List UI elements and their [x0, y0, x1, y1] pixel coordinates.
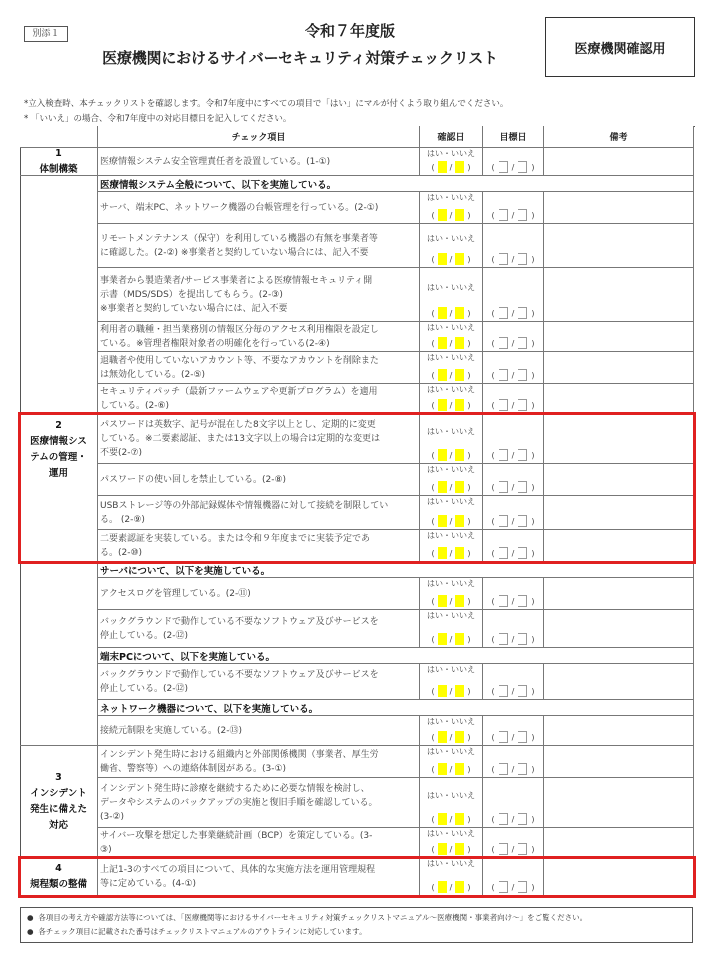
header-item: チェック項目 — [98, 126, 420, 148]
target-date-input[interactable]: ( / ) — [491, 844, 535, 854]
yes-no-choice[interactable]: はい・いいえ — [427, 859, 475, 868]
remarks-cell[interactable] — [544, 778, 694, 828]
category-number: 3 — [55, 771, 62, 783]
confirm-date-input[interactable]: ( / ) — [431, 516, 471, 526]
confirm-date-input[interactable]: ( / ) — [431, 882, 471, 892]
month-field[interactable] — [438, 633, 447, 645]
target-date-input[interactable]: ( / ) — [491, 686, 535, 696]
confirm-date-input[interactable]: ( / ) — [431, 450, 471, 460]
yes-no-choice[interactable]: はい・いいえ — [427, 791, 475, 800]
category-cell — [20, 148, 98, 176]
month-field[interactable] — [499, 731, 508, 743]
check-item-text: 利用者の職種・担当業務別の情報区分毎のアクセス利用権限を設定し ている。※管理者権限対象者の明確化を行っている(2-④) — [100, 324, 379, 349]
confirm-date-input[interactable]: ( / ) — [431, 210, 471, 220]
header-confirm: 確認日 — [420, 126, 483, 148]
month-field[interactable] — [499, 209, 508, 221]
day-field[interactable] — [518, 763, 527, 775]
month-field[interactable] — [438, 843, 447, 855]
check-item-text: サーバ、端末PC、ネットワーク機器の台帳管理を行っている。(2-①) — [100, 202, 379, 213]
category-number: 1 — [55, 148, 62, 159]
month-field[interactable] — [438, 307, 447, 319]
section-header: 端末PCについて、以下を実施している。 — [98, 648, 694, 664]
day-field[interactable] — [455, 685, 464, 697]
header-remarks: 備考 — [544, 126, 694, 148]
target-date-input[interactable]: ( / ) — [491, 308, 535, 318]
remarks-cell[interactable] — [544, 384, 694, 414]
day-field[interactable] — [518, 813, 527, 825]
note-2: * 「いいえ」の場合、令和7年度中の対応目標日を記入してください。 — [24, 114, 292, 124]
day-field[interactable] — [518, 843, 527, 855]
yes-no-choice[interactable]: はい・いいえ — [427, 234, 475, 243]
month-field[interactable] — [438, 399, 447, 411]
yes-no-choice[interactable]: はい・いいえ — [427, 531, 475, 540]
category-label — [39, 148, 77, 176]
day-field[interactable] — [518, 633, 527, 645]
day-field[interactable] — [455, 595, 464, 607]
target-date-input[interactable]: ( / ) — [491, 254, 535, 264]
target-date-input[interactable]: ( / ) — [491, 162, 535, 172]
footer-note-2: ● 各チェック項目に記載された番号はチェックリストマニュアルのアウトラインに対応しています。 — [27, 927, 367, 936]
day-field[interactable] — [518, 399, 527, 411]
day-field[interactable] — [518, 369, 527, 381]
target-date-input[interactable]: ( / ) — [491, 482, 535, 492]
day-field[interactable] — [455, 843, 464, 855]
remarks-cell[interactable] — [544, 148, 694, 176]
yes-no-choice[interactable]: はい・いいえ — [427, 465, 475, 474]
month-field[interactable] — [499, 595, 508, 607]
yes-no-choice[interactable]: はい・いいえ — [427, 427, 475, 436]
target-cell[interactable] — [483, 352, 544, 384]
yes-no-choice[interactable]: はい・いいえ — [427, 385, 475, 394]
yes-no-choice[interactable]: はい・いいえ — [427, 829, 475, 838]
check-item-text: バックグラウンドで動作している不要なソフトウェア及びサービスを 停止している。(2-⑫) — [100, 616, 379, 641]
category-name: 体制構築 — [39, 163, 78, 175]
confirm-cell[interactable] — [420, 664, 483, 700]
yes-no-choice[interactable]: はい・いいえ — [427, 611, 475, 620]
remarks-cell[interactable] — [544, 828, 694, 858]
check-item-text: 医療情報システム安全管理責任者を設置している。(1-①) — [100, 156, 331, 167]
confirm-cell[interactable] — [420, 828, 483, 858]
confirm-cell[interactable] — [420, 578, 483, 610]
month-field[interactable] — [499, 369, 508, 381]
confirm-date-input[interactable]: ( / ) — [431, 162, 471, 172]
remarks-cell[interactable] — [544, 746, 694, 778]
category-name: 規程類の整備 — [29, 878, 87, 890]
day-field[interactable] — [455, 369, 464, 381]
target-date-input[interactable]: ( / ) — [491, 732, 535, 742]
day-field[interactable] — [455, 253, 464, 265]
confirm-cell[interactable] — [420, 322, 483, 352]
check-item-text: 接続元制限を実施している。(2-⑬) — [100, 725, 242, 736]
confirm-date-input[interactable]: ( / ) — [431, 732, 471, 742]
yes-no-choice[interactable]: はい・いいえ — [427, 747, 475, 756]
confirm-date-input[interactable]: ( / ) — [431, 482, 471, 492]
check-item — [98, 384, 420, 414]
month-field[interactable] — [499, 253, 508, 265]
confirm-cell[interactable] — [420, 192, 483, 224]
confirm-date-input[interactable]: ( / ) — [431, 548, 471, 558]
check-item — [98, 268, 420, 322]
day-field[interactable] — [455, 307, 464, 319]
target-cell[interactable] — [483, 828, 544, 858]
target-cell[interactable] — [483, 578, 544, 610]
category-number: 2 — [55, 420, 62, 431]
month-field[interactable] — [499, 813, 508, 825]
target-date-input[interactable]: ( / ) — [491, 400, 535, 410]
confirm-cell[interactable] — [420, 716, 483, 746]
footer-note-1: ● 各項目の考え方や確認方法等については、「医療機関等におけるサイバーセキュリティ対策チェックリストマニュアル～医療機関・事業者向け～」をご覧ください。 — [27, 913, 588, 922]
target-date-input[interactable]: ( / ) — [491, 634, 535, 644]
check-item — [98, 224, 420, 268]
check-item — [98, 352, 420, 384]
category-number: 4 — [55, 862, 62, 874]
day-field[interactable] — [518, 253, 527, 265]
target-cell[interactable] — [483, 778, 544, 828]
target-cell[interactable] — [483, 192, 544, 224]
check-item-text: リモートメンテナンス（保守）を利用している機器の有無を事業者等 に確認した。(2-②) ※事業者と契約していない場合には、記入不要 — [100, 233, 378, 258]
day-field[interactable] — [518, 307, 527, 319]
header-blank — [20, 126, 98, 148]
month-field[interactable] — [438, 813, 447, 825]
remarks-cell[interactable] — [544, 716, 694, 746]
check-item — [98, 746, 420, 778]
check-item — [98, 716, 420, 746]
target-cell[interactable] — [483, 224, 544, 268]
remarks-cell[interactable] — [544, 664, 694, 700]
yes-no-choice[interactable]: はい・いいえ — [427, 665, 475, 674]
day-field[interactable] — [518, 337, 527, 349]
check-item-text: 二要素認証を実装している。または令和９年度までに実装予定であ る。(2-⑩) — [100, 533, 371, 558]
check-item-text: インシデント発生時に診療を継続するために必要な情報を検討し、 データやシステムのバックアップの実施と復旧手順を確認している。 (3-②) — [100, 783, 378, 822]
target-cell[interactable] — [483, 148, 544, 176]
check-item — [98, 148, 420, 176]
confirm-date-input[interactable]: ( / ) — [431, 764, 471, 774]
section-header: ネットワーク機器について、以下を実施している。 — [98, 700, 694, 716]
day-field[interactable] — [518, 209, 527, 221]
section-header: 医療情報システム全般について、以下を実施している。 — [98, 176, 694, 192]
confirm-date-input[interactable]: ( / ) — [431, 814, 471, 824]
confirm-date-input[interactable]: ( / ) — [431, 686, 471, 696]
confirm-cell[interactable] — [420, 778, 483, 828]
confirm-date-input[interactable]: ( / ) — [431, 844, 471, 854]
confirm-cell[interactable] — [420, 352, 483, 384]
day-field[interactable] — [518, 685, 527, 697]
check-item-text: 上記1-3のすべての項目について、具体的な実施方法を運用管理規程 等に定めている。(4-①) — [100, 864, 376, 889]
target-date-input[interactable]: ( / ) — [491, 814, 535, 824]
check-item-text: バックグラウンドで動作している不要なソフトウェア及びサービスを 停止している。(2-⑫) — [100, 669, 379, 694]
target-date-input[interactable]: ( / ) — [491, 764, 535, 774]
check-item — [98, 778, 420, 828]
confirm-cell[interactable] — [420, 268, 483, 322]
remarks-cell[interactable] — [544, 352, 694, 384]
day-field[interactable] — [455, 209, 464, 221]
attachment-label: 別添１ — [24, 26, 68, 42]
check-item-text: サイバー攻撃を想定した事業継続計画（BCP）を策定している。(3- ③) — [100, 830, 373, 855]
check-item — [98, 192, 420, 224]
target-date-input[interactable]: ( / ) — [491, 548, 535, 558]
confirm-cell[interactable] — [420, 224, 483, 268]
confirm-cell[interactable] — [420, 148, 483, 176]
target-cell[interactable] — [483, 746, 544, 778]
month-field[interactable] — [438, 337, 447, 349]
day-field[interactable] — [518, 595, 527, 607]
category-label — [30, 770, 87, 834]
yes-no-choice[interactable]: はい・いいえ — [427, 193, 475, 202]
month-field[interactable] — [438, 685, 447, 697]
day-field[interactable] — [455, 633, 464, 645]
target-date-input[interactable]: ( / ) — [491, 210, 535, 220]
header-target: 目標日 — [483, 126, 544, 148]
remarks-cell[interactable] — [544, 610, 694, 648]
category-name: インシデント 発生に備えた 対応 — [29, 787, 87, 831]
target-cell[interactable] — [483, 268, 544, 322]
target-cell[interactable] — [483, 384, 544, 414]
target-date-input[interactable]: ( / ) — [491, 596, 535, 606]
yes-no-choice[interactable]: はい・いいえ — [427, 497, 475, 506]
month-field[interactable] — [438, 253, 447, 265]
day-field[interactable] — [455, 731, 464, 743]
yes-no-choice[interactable]: はい・いいえ — [427, 323, 475, 332]
confirm-date-input[interactable]: ( / ) — [431, 370, 471, 380]
confirm-date-input[interactable]: ( / ) — [431, 308, 471, 318]
footer-notes — [20, 907, 693, 943]
day-field[interactable] — [518, 731, 527, 743]
yes-no-choice[interactable]: はい・いいえ — [427, 149, 475, 158]
yes-no-choice[interactable]: はい・いいえ — [427, 579, 475, 588]
yes-no-choice[interactable]: はい・いいえ — [427, 717, 475, 726]
check-item-text: セキュリティパッチ（最新ファームウェアや更新プログラム）を適用 している。(2-⑥) — [100, 386, 378, 411]
confirm-date-input[interactable]: ( / ) — [431, 596, 471, 606]
check-item-text: 退職者や使用していないアカウント等、不要なアカウントを削除また は無効化している。(2-⑤) — [100, 355, 379, 380]
category-name: 医療情報シス テムの管理・ 運用 — [30, 436, 87, 479]
month-field[interactable] — [499, 763, 508, 775]
note-1: *立入検査時、本チェックリストを確認します。令和7年度中にすべての項目で「はい」にマルが付くよう取り組んでください。 — [24, 99, 509, 109]
confirm-date-input[interactable]: ( / ) — [431, 338, 471, 348]
target-cell[interactable] — [483, 716, 544, 746]
day-field[interactable] — [455, 161, 464, 173]
remarks-cell[interactable] — [544, 578, 694, 610]
confirm-date-input[interactable]: ( / ) — [431, 400, 471, 410]
target-date-input[interactable]: ( / ) — [491, 450, 535, 460]
month-field[interactable] — [499, 337, 508, 349]
remarks-cell[interactable] — [544, 224, 694, 268]
check-item — [98, 578, 420, 610]
confirm-cell[interactable] — [420, 384, 483, 414]
month-field[interactable] — [438, 209, 447, 221]
title-year: 令和７年度版 — [304, 22, 395, 40]
confirm-cell[interactable] — [420, 610, 483, 648]
month-field[interactable] — [438, 595, 447, 607]
yes-no-choice[interactable]: はい・いいえ — [427, 283, 475, 292]
category-cell — [20, 746, 98, 858]
month-field[interactable] — [438, 763, 447, 775]
confirm-date-input[interactable]: ( / ) — [431, 634, 471, 644]
section-header: サーバについて、以下を実施している。 — [98, 562, 694, 578]
month-field[interactable] — [499, 633, 508, 645]
remarks-cell[interactable] — [544, 322, 694, 352]
target-date-input[interactable]: ( / ) — [491, 516, 535, 526]
month-field[interactable] — [499, 685, 508, 697]
day-field[interactable] — [518, 161, 527, 173]
day-field[interactable] — [455, 763, 464, 775]
remarks-cell[interactable] — [544, 268, 694, 322]
check-item-text: パスワードの使い回しを禁止している。(2-⑧) — [100, 474, 287, 485]
target-cell[interactable] — [483, 610, 544, 648]
month-field[interactable] — [499, 399, 508, 411]
remarks-cell[interactable] — [544, 192, 694, 224]
check-item — [98, 664, 420, 700]
confirm-date-input[interactable]: ( / ) — [431, 254, 471, 264]
check-item-text: インシデント発生時における組織内と外部関係機関（事業者、厚生労 働省、警察等）への連絡体制図がある。(3-①) — [100, 749, 379, 774]
check-item-text: アクセスログを管理している。(2-⑪) — [100, 588, 251, 599]
target-cell[interactable] — [483, 322, 544, 352]
confirm-cell[interactable] — [420, 746, 483, 778]
highlight-frame — [18, 412, 696, 564]
check-item-text: パスワードは英数字、記号が混在した8文字以上とし、定期的に変更 している。※二要素認証、または13文字以上の場合は定期的な変更は 不要(2-⑦) — [100, 419, 380, 458]
target-date-input[interactable]: ( / ) — [491, 370, 535, 380]
check-item — [98, 828, 420, 858]
target-date-input[interactable]: ( / ) — [491, 882, 535, 892]
day-field[interactable] — [455, 813, 464, 825]
page-title: 医療機関におけるサイバーセキュリティ対策チェックリスト — [102, 49, 498, 67]
day-field[interactable] — [455, 337, 464, 349]
target-cell[interactable] — [483, 664, 544, 700]
month-field[interactable] — [499, 161, 508, 173]
check-item-text: USBストレージ等の外部記録媒体や情報機器に対して接続を制限してい る。 (2-⑨) — [100, 500, 389, 525]
highlight-frame — [18, 856, 696, 898]
month-field[interactable] — [438, 369, 447, 381]
month-field[interactable] — [438, 731, 447, 743]
target-date-input[interactable]: ( / ) — [491, 338, 535, 348]
usage-badge: 医療機関確認用 — [545, 17, 695, 77]
check-item-text: 事業者から製造業者/サービス事業者による医療情報セキュリティ開 示書（MDS/SDS）を提出してもらう。(2-③) ※事業者と契約していない場合には、記入不要 — [100, 275, 373, 314]
month-field[interactable] — [438, 161, 447, 173]
yes-no-choice[interactable]: はい・いいえ — [427, 353, 475, 362]
month-field[interactable] — [499, 843, 508, 855]
month-field[interactable] — [499, 307, 508, 319]
check-item — [98, 610, 420, 648]
day-field[interactable] — [455, 399, 464, 411]
check-item — [98, 322, 420, 352]
